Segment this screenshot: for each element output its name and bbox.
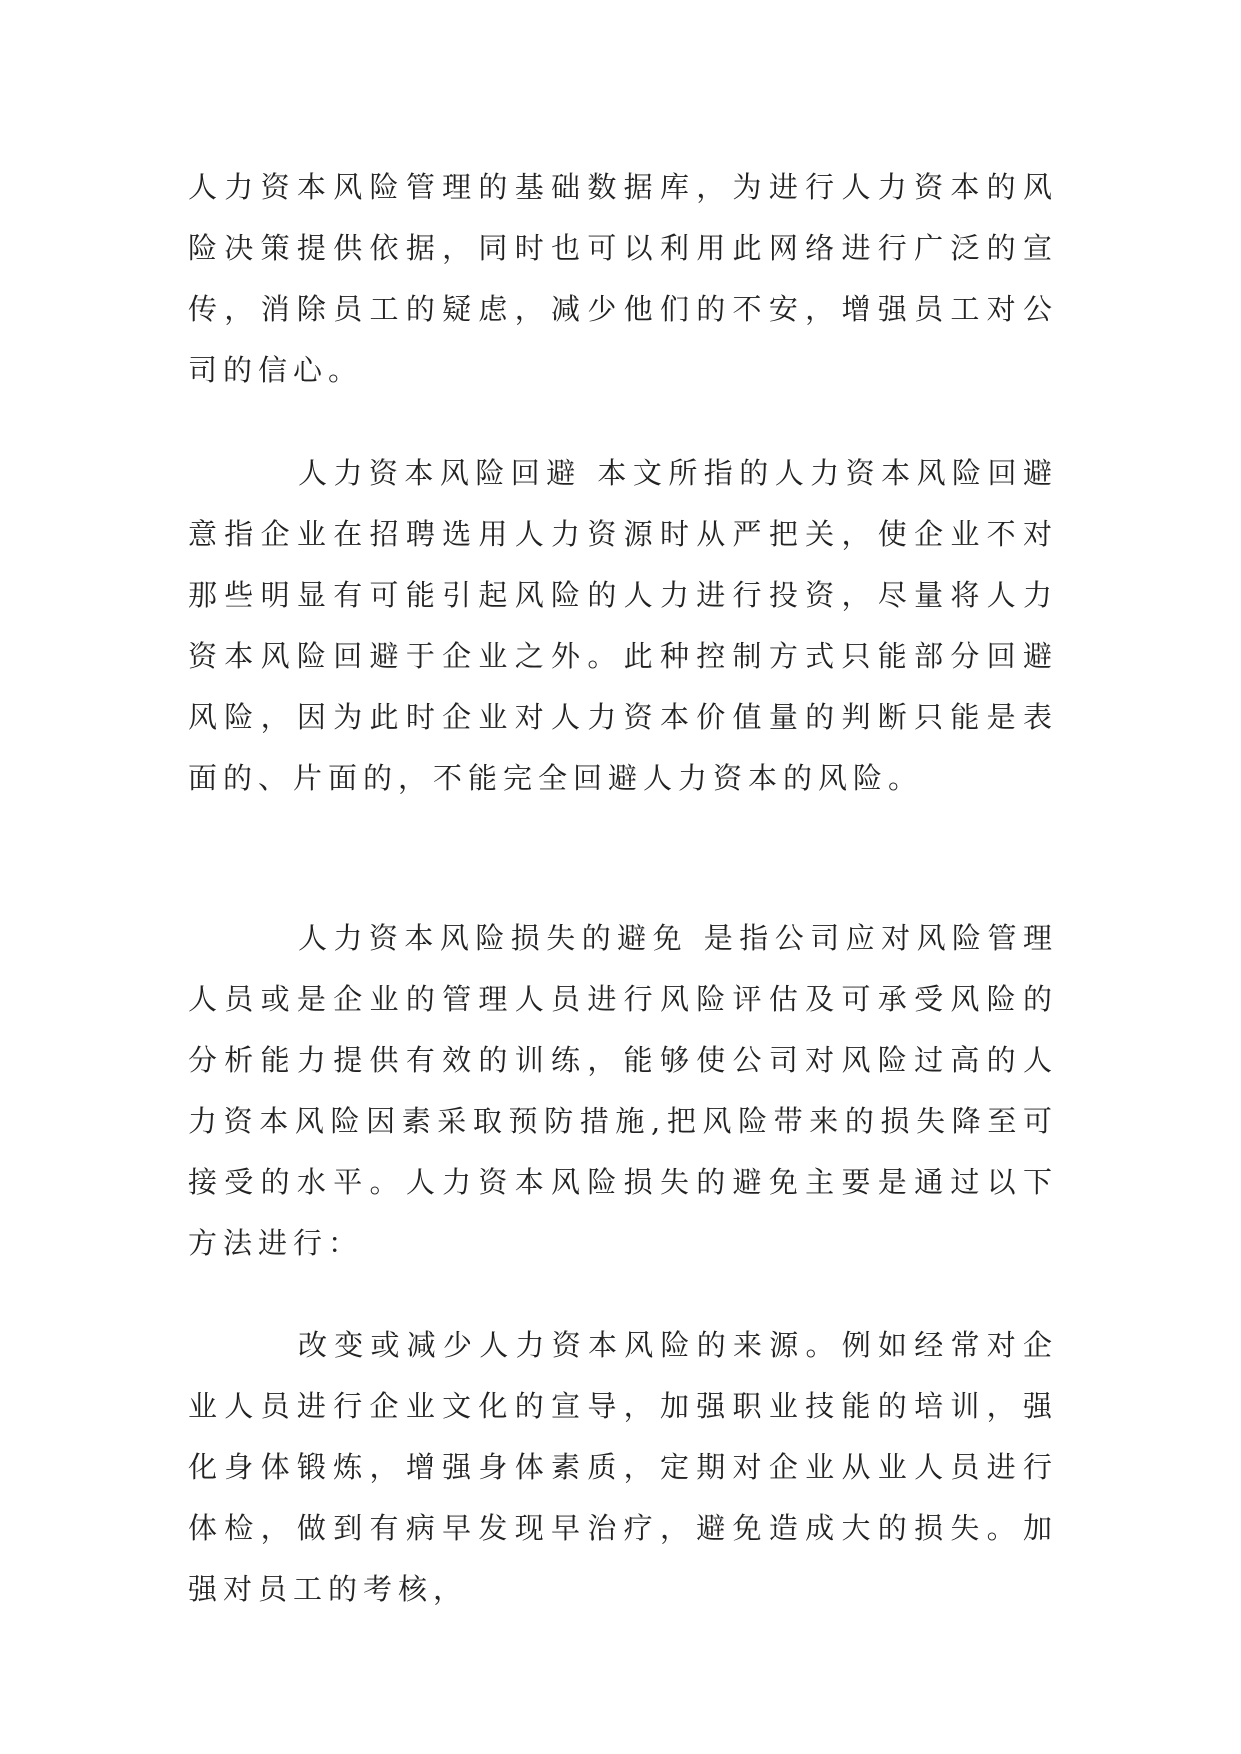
paragraph-data-foundation: 人力资本风险管理的基础数据库，为进行人力资本的风险决策提供依据，同时也可以利用此网络进行广泛的宣传，消除员工的疑虑，减少他们的不安，增强员工对公司的信心。 [188, 170, 1058, 387]
paragraph-loss-prevention: 人力资本风险损失的避免 是指公司应对风险管理人员或是企业的管理人员进行风险评估及可承受风险的分析能力提供有效的训练，能够使公司对风险过高的人力资本风险因素采取预防措施,把风险带来的损失降至可接受的水平。人力资本风险损失的避免主要是通过以下方法进行： [188, 921, 1058, 1260]
paragraph-risk-source-reduction: 改变或减少人力资本风险的来源。例如经常对企业人员进行企业文化的宣导，加强职业技能的培训，强化身体锻炼，增强身体素质，定期对企业从业人员进行体检，做到有病早发现早治疗，避免造成大的损失。加强对员工的考核， [188, 1328, 1058, 1606]
paragraph-risk-avoidance: 人力资本风险回避 本文所指的人力资本风险回避意指企业在招聘选用人力资源时从严把关，使企业不对那些明显有可能引起风险的人力进行投资，尽量将人力资本风险回避于企业之外。此种控制方式只能部分回避风险，因为此时企业对人力资本价值量的判断只能是表面的、片面的，不能完全回避人力资本的风险。 [188, 456, 1058, 795]
